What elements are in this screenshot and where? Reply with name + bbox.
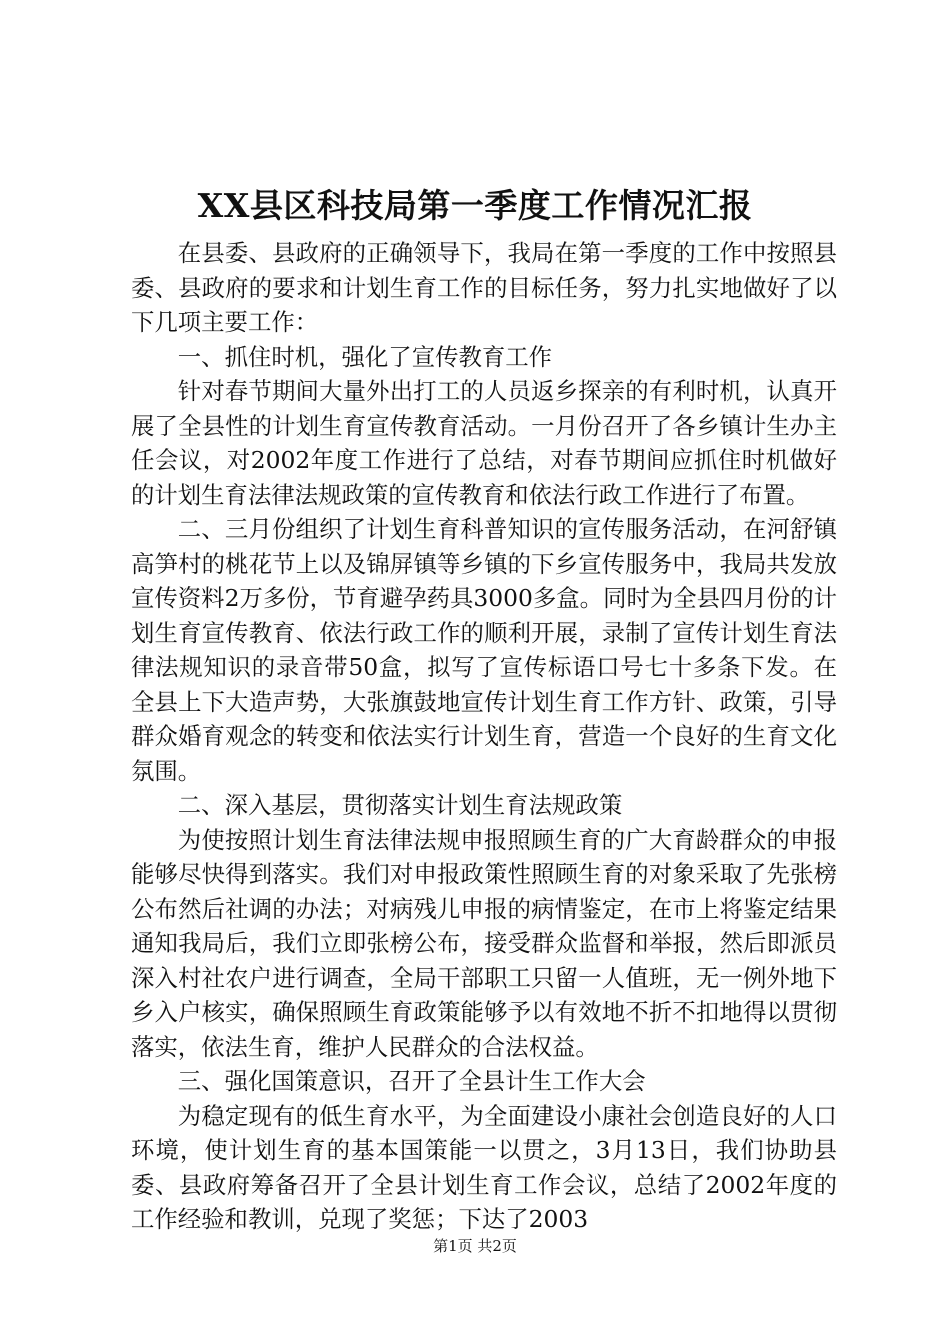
body-paragraph: 为稳定现有的低生育水平，为全面建设小康社会创造良好的人口环境，使计划生育的基本国策能一以贯之，3月13日，我们协助县委、县政府筹备召开了全县计划生育工作会议，总结了2002年度的工作经验和教训，兑现了奖惩；下达了2003 [131,1101,837,1233]
intro-paragraph: 在县委、县政府的正确领导下，我局在第一季度的工作中按照县委、县政府的要求和计划生育工作的目标任务，努力扎实地做好了以下几项主要工作： [131,239,837,336]
page-number-footer: 第1页 共2页 [433,1237,517,1255]
body-paragraph: 针对春节期间大量外出打工的人员返乡探亲的有利时机，认真开展了全县性的计划生育宣传教育活动。一月份召开了各乡镇计生办主任会议，对2002年度工作进行了总结，对春节期间应抓住时机做好的计划生育法律法规政策的宣传教育和依法行政工作进行了布置。 [131,377,837,509]
document-title: XX县区科技局第一季度工作情况汇报 [197,186,753,225]
body-paragraph: 为使按照计划生育法律法规申报照顾生育的广大育龄群众的申报能够尽快得到落实。我们对申报政策性照顾生育的对象采取了先张榜公布然后社调的办法；对病残儿申报的病情鉴定，在市上将鉴定结果通知我局后，我们立即张榜公布，接受群众监督和举报，然后即派员深入村社农户进行调查，全局干部职工只留一人值班，无一例外地下乡入户核实，确保照顾生育政策能够予以有效地不折不扣地得以贯彻落实，依法生育，维护人民群众的合法权益。 [131,825,837,1061]
section-heading-1: 一、抓住时机，强化了宣传教育工作 [177,342,553,371]
section-heading-3: 三、强化国策意识，召开了全县计生工作大会 [177,1067,646,1095]
body-paragraph: 二、三月份组织了计划生育科普知识的宣传服务活动，在河舒镇高笋村的桃花节上以及锦屏镇等乡镇的下乡宣传服务中，我局共发放宣传资料2万多份，节育避孕药具3000多盒。同时为全县四月份的计划生育宣传教育、依法行政工作的顺利开展，录制了宣传计划生育法律法规知识的录音带50盒，拟写了宣传标语口号七十多条下发。在全县上下大造声势，大张旗鼓地宣传计划生育工作方针、政策，引导群众婚育观念的转变和依法实行计划生育，营造一个良好的生育文化氛围。 [131,515,837,785]
section-heading-2: 二、深入基层，贯彻落实计划生育法规政策 [177,791,623,819]
document-body [131,236,837,1237]
